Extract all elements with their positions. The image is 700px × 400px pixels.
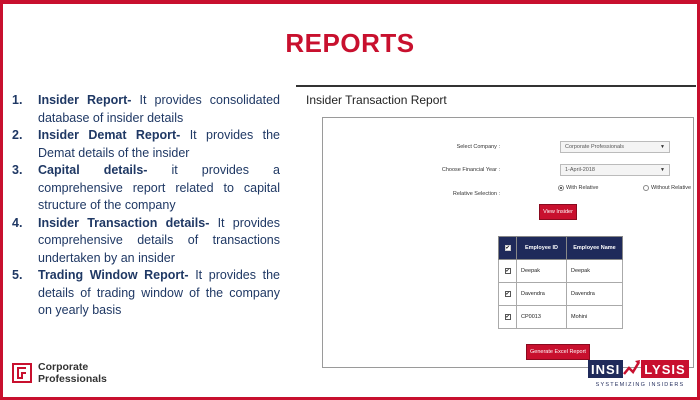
chevron-down-icon: ▼: [660, 167, 665, 173]
generate-excel-report-button[interactable]: Generate Excel Report: [526, 344, 590, 360]
feature-item: [12, 215, 280, 268]
corporate-professionals-text: [38, 361, 107, 385]
feature-item: [12, 267, 280, 320]
insilysis-part-1: INSI: [588, 360, 623, 378]
financial-year-label: Choose Financial Year :: [441, 167, 500, 173]
chevron-down-icon: ▼: [660, 144, 665, 150]
with-relative-radio[interactable]: [558, 185, 598, 191]
row-select-cell[interactable]: [499, 260, 517, 283]
employee-id-cell: Davendra: [517, 283, 567, 306]
feature-text: [38, 127, 280, 162]
employee-id-cell: CP0013: [517, 306, 567, 329]
column-header-employee-name: Employee Name: [567, 237, 623, 260]
row-select-cell[interactable]: [499, 283, 517, 306]
frame-top: [0, 0, 700, 4]
financial-year-select-value: 1-April-2018: [565, 167, 595, 173]
checkbox-icon[interactable]: ✔: [505, 245, 510, 251]
table-header-row: [499, 237, 623, 260]
feature-list: [12, 92, 280, 320]
brand-line-2: Professionals: [38, 373, 107, 385]
report-divider: [296, 85, 696, 87]
with-relative-label: With Relative: [566, 185, 599, 191]
without-relative-radio[interactable]: [643, 185, 691, 191]
checkbox-icon[interactable]: ✔: [505, 291, 510, 297]
feature-desc: It provides consolidated database of insider details: [38, 93, 280, 125]
feature-head: Capital details-: [38, 163, 148, 177]
slide-title: REPORTS: [285, 28, 415, 58]
table-row: [499, 260, 623, 283]
feature-head: Insider Transaction details-: [38, 215, 210, 230]
employee-table: [498, 236, 623, 329]
feature-item: [12, 92, 280, 127]
table-row: [499, 283, 623, 306]
feature-desc: It provides the details of trading window of the company on yearly basis: [38, 268, 280, 317]
table-row: [499, 306, 623, 329]
feature-head: Insider Demat Report-: [38, 128, 181, 142]
corporate-professionals-logo: [12, 361, 107, 385]
employee-name-cell: Davendra: [567, 283, 623, 306]
feature-head: Trading Window Report-: [38, 268, 189, 282]
feature-number: 4.: [12, 215, 23, 230]
checkbox-icon[interactable]: ✔: [505, 314, 510, 320]
checkbox-icon[interactable]: ✔: [505, 268, 510, 274]
feature-head: Insider Report-: [38, 93, 132, 107]
feature-item: [12, 127, 280, 162]
employee-name-cell: Mohini: [567, 306, 623, 329]
row-select-cell[interactable]: [499, 306, 517, 329]
feature-text: [38, 267, 280, 320]
employee-id-cell: Deepak: [517, 260, 567, 283]
without-relative-label: Without Relative: [651, 185, 692, 191]
frame-left: [0, 0, 3, 400]
feature-text: [38, 92, 280, 127]
financial-year-select[interactable]: [560, 164, 670, 176]
relative-selection-label: Relative Selection :: [452, 191, 500, 197]
insilysis-part-2: LYSIS: [641, 360, 688, 378]
insilysis-tagline: SYSTEMIZING INSIDERS: [595, 382, 685, 388]
feature-number: 5.: [12, 268, 23, 282]
corporate-professionals-mark-icon: [12, 363, 32, 383]
signal-arrow-icon: [623, 358, 641, 380]
select-all-cell[interactable]: [499, 237, 517, 260]
feature-number: 1.: [12, 93, 23, 107]
feature-text: [38, 215, 280, 268]
feature-desc: It provides comprehensive details of transactions undertaken by an insider: [38, 215, 280, 265]
feature-item: [12, 162, 280, 215]
feature-number: 2.: [12, 128, 23, 142]
insilysis-wordmark: [588, 358, 692, 380]
company-select-value: Corporate Professionals: [565, 144, 625, 150]
feature-desc: It provides the Demat details of the insider: [38, 128, 280, 160]
feature-text: [38, 162, 280, 215]
insilysis-logo: [588, 358, 692, 392]
radio-unselected-icon: [643, 185, 649, 191]
feature-desc: it provides a comprehensive report related to capital structure of the company: [38, 163, 280, 212]
radio-selected-icon: [558, 185, 564, 191]
report-heading: Insider Transaction Report: [306, 93, 447, 107]
brand-line-1: Corporate: [38, 361, 89, 373]
feature-number: 3.: [12, 163, 23, 177]
column-header-employee-id: Employee ID: [517, 237, 567, 260]
view-insider-button[interactable]: View Insider: [539, 204, 577, 220]
select-company-label: Select Company :: [456, 144, 500, 150]
employee-name-cell: Deepak: [567, 260, 623, 283]
company-select[interactable]: [560, 141, 670, 153]
